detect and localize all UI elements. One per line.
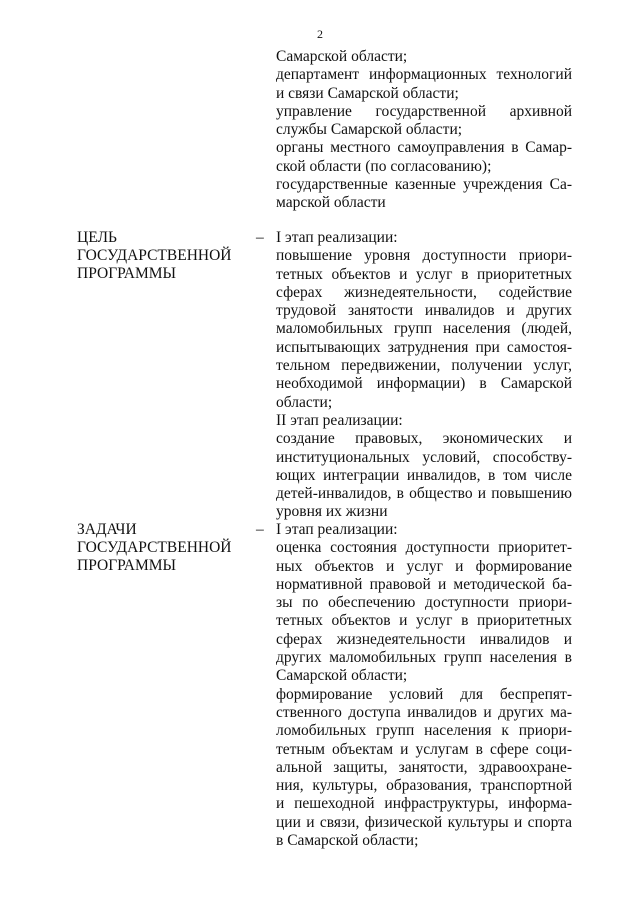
text-line: сферах жизнедеятельности, содействие (276, 283, 572, 301)
text-line: II этап реализации: (276, 411, 403, 429)
text-line: испытывающих затруднения при самостоя- (276, 338, 572, 356)
text-line: в Самарской области; (276, 832, 419, 850)
text-line: альной защиты, занятости, здравоохране- (276, 758, 572, 776)
text-line: области; (276, 393, 333, 411)
text-line: департамент информационных технологий (276, 66, 572, 84)
goal-section-label (77, 229, 252, 283)
text-line: повышение уровня доступности приори- (276, 247, 572, 265)
text-line: уровня их жизни (276, 503, 388, 521)
text-line: ных объектов и услуг и формирование (276, 557, 572, 575)
text-line: ющих интеграции инвалидов, в том числе (276, 466, 572, 484)
text-line: детей-инвалидов, в общество и повышению (276, 485, 572, 503)
text-line: управление государственной архивной (276, 102, 572, 120)
text-line: Самарской области; (276, 48, 408, 65)
text-line: тетным объектам и услугам в сфере соци- (276, 740, 572, 758)
text-line: ственного доступа инвалидов и других ма- (276, 703, 572, 721)
text-line: марской области (276, 194, 386, 212)
text-line: оценка состояния доступности приоритет- (276, 539, 572, 557)
tasks-dash: – (256, 521, 264, 538)
text-line: тетных объектов и услуг в приоритетных (276, 612, 572, 630)
text-line: тетных объектов и услуг в приоритетных (276, 265, 572, 283)
text-line: других маломобильных групп населения в (276, 649, 572, 667)
text-line: Самарской области; (276, 667, 408, 685)
label-line: ПРОГРАММЫ (77, 265, 177, 282)
text-line: сферах жизнедеятельности инвалидов и (276, 630, 572, 648)
label-line: ЗАДАЧИ (77, 521, 137, 538)
label-line: ПРОГРАММЫ (77, 557, 177, 574)
text-line: органы местного самоуправления в Самар- (276, 139, 572, 157)
text-line: I этап реализации: (276, 229, 398, 246)
text-line: ции и связи, физической культуры и спорта (276, 813, 572, 831)
text-line: и связи Самарской области; (276, 84, 459, 102)
text-line: и пешеходной инфраструктуры, информа- (276, 795, 572, 813)
text-line: службы Самарской области; (276, 121, 463, 139)
goal-dash: – (256, 229, 264, 246)
text-line: формирование условий для беспрепят- (276, 685, 572, 703)
page-number: 2 (317, 27, 323, 41)
text-line: маломобильных групп населения (людей, (276, 320, 572, 338)
text-line: трудовой занятости инвалидов и других (276, 302, 572, 320)
text-line: ния, культуры, образования, транспортной (276, 777, 572, 795)
text-line: тельном передвижении, получении услуг, (276, 357, 572, 375)
participants-continued-text (276, 48, 572, 213)
label-line: ГОСУДАРСТВЕННОЙ (77, 247, 232, 264)
text-line: государственные казенные учреждения Са- (276, 176, 572, 194)
tasks-section-label (77, 521, 252, 575)
text-line: ской области (по согласованию); (276, 157, 492, 175)
goal-section-text (276, 229, 572, 522)
text-line: ломобильных групп населения к приори- (276, 722, 572, 740)
tasks-section-text (276, 521, 572, 850)
label-line: ГОСУДАРСТВЕННОЙ (77, 539, 232, 556)
text-line: институциональных условий, способству- (276, 448, 572, 466)
text-line: необходимой информации) в Самарской (276, 375, 572, 393)
text-line: нормативной правовой и методической ба- (276, 575, 572, 593)
text-line: создание правовых, экономических и (276, 430, 572, 448)
text-line: I этап реализации: (276, 521, 398, 538)
text-line: зы по обеспечению доступности приори- (276, 594, 572, 612)
label-line: ЦЕЛЬ (77, 229, 117, 246)
